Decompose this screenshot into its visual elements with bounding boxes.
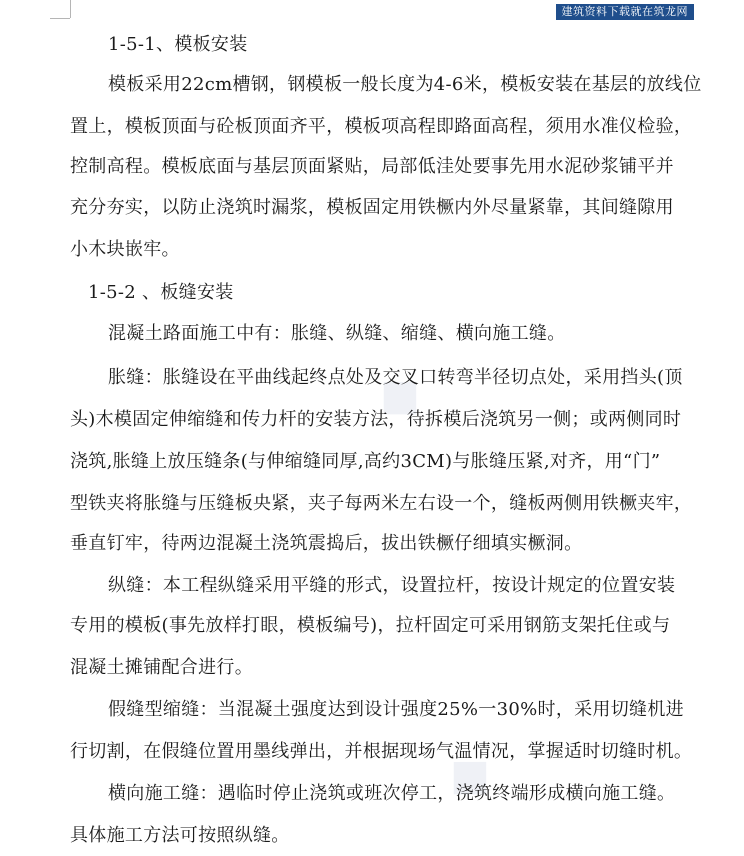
section-heading: 1-5-2 、板缝安装	[88, 282, 234, 303]
watermark-banner: 建筑资料下载就在筑龙网	[556, 4, 695, 20]
paragraph-line: 行切割，在假缝位置用墨线弹出，并根据现场气温情况，掌握适时切缝时机。	[70, 741, 693, 762]
watermark-logo-icon: ◆	[432, 733, 515, 817]
paragraph-line: 混凝土摊铺配合进行。	[70, 657, 253, 678]
paragraph-line: 充分夯实，以防止浇筑时漏浆，模板固定用铁橛内外尽量紧靠，其间缝隙用	[70, 197, 674, 218]
paragraph-line: 小木块嵌牢。	[70, 239, 180, 260]
paragraph-line: 横向施工缝：遇临时停止浇筑或班次停工，浇筑终端形成横向施工缝。	[108, 783, 676, 804]
paragraph-line: 模板采用22cm槽钢，钢模板一般长度为4-6米，模板安装在基层的放线位	[108, 74, 702, 95]
paragraph-line: 纵缝：本工程纵缝采用平缝的形式，设置拉杆，按设计规定的位置安装	[108, 575, 676, 596]
paragraph-line: 控制高程。模板底面与基层顶面紧贴，局部低洼处要事先用水泥砂浆铺平并	[70, 156, 674, 177]
paragraph-line: 具体施工方法可按照纵缝。	[70, 825, 290, 846]
paragraph-line: 假缝型缩缝：当混凝土强度达到设计强度25%一30%时，采用切缝机进	[108, 699, 684, 720]
paragraph-line: 置上，模板顶面与砼板顶面齐平，模板项高程即路面高程，须用水准仪检验，	[70, 116, 693, 137]
paragraph-line: 头)木模固定伸缩缝和传力杆的安装方法，待拆模后浇筑另一侧；或两侧同时	[70, 409, 682, 430]
margin-corner-mark	[70, 0, 71, 18]
paragraph-line: 混凝土路面施工中有：胀缝、纵缝、缩缝、横向施工缝。	[108, 323, 566, 344]
margin-corner-mark	[50, 18, 70, 19]
watermark-logo-icon: ◆	[362, 353, 445, 437]
paragraph-line: 垂直钉牢，待两边混凝土浇筑震捣后，拔出铁橛仔细填实橛洞。	[70, 533, 583, 554]
paragraph-line: 型铁夹将胀缝与压缝板央紧，夹子每两米左右设一个，缝板两侧用铁橛夹牢，	[70, 493, 693, 514]
section-heading: 1-5-1、模板安装	[108, 34, 248, 55]
paragraph-line: 专用的模板(事先放样打眼，模板编号)，拉杆固定可采用钢筋支架托住或与	[70, 615, 671, 636]
paragraph-line: 胀缝：胀缝设在平曲线起终点处及交叉口转弯半径切点处，采用挡头(顶	[108, 367, 683, 388]
paragraph-line: 浇筑,胀缝上放压缝条(与伸缩缝同厚,高约3CM)与胀缝压紧,对齐，用“门”	[70, 451, 661, 472]
